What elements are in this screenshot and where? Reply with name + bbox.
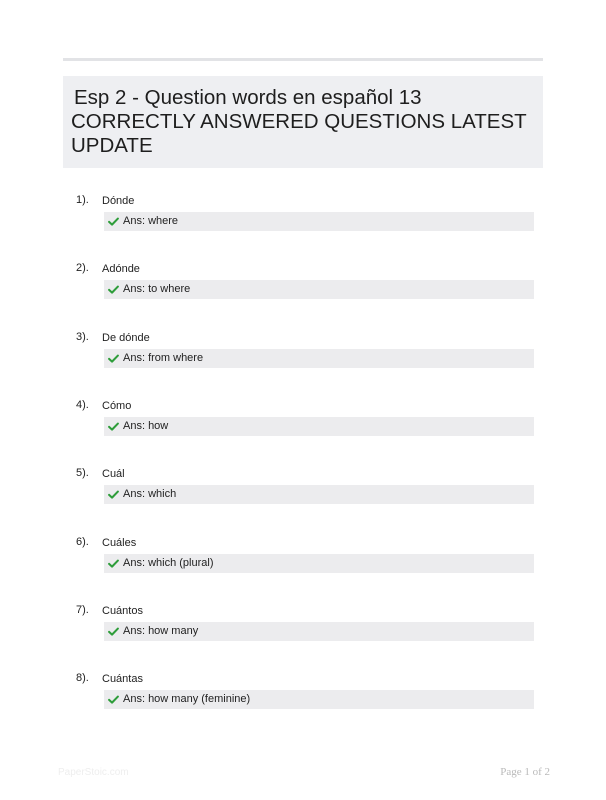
question-text: Cuántos: [102, 605, 143, 617]
page-number: Page 1 of 2: [500, 766, 550, 778]
check-icon: [108, 421, 119, 432]
check-icon: [108, 216, 119, 227]
check-icon: [108, 694, 119, 705]
check-icon: [108, 353, 119, 364]
question-number: 4).: [76, 399, 89, 411]
question-item: [0, 261, 606, 321]
top-divider: [63, 58, 543, 61]
question-number: 2).: [76, 262, 89, 274]
check-icon: [108, 284, 119, 295]
answer-text: Ans: from where: [123, 352, 204, 364]
answer-text: Ans: to where: [123, 283, 191, 295]
answer-text: Ans: which: [123, 488, 177, 500]
question-number: 3).: [76, 331, 89, 343]
question-item: [0, 466, 606, 526]
watermark-text: PaperStoic.com: [58, 767, 129, 778]
document-title: Esp 2 - Question words en español 13: [74, 86, 422, 109]
answer-box: [104, 622, 534, 641]
question-item: [0, 398, 606, 458]
question-text: Adónde: [102, 263, 140, 275]
question-number: 6).: [76, 536, 89, 548]
question-number: 5).: [76, 467, 89, 479]
question-text: Dónde: [102, 195, 135, 207]
question-text: Cuáles: [102, 537, 137, 549]
question-item: [0, 193, 606, 253]
document-title-block: [63, 76, 543, 168]
answer-box: [104, 485, 534, 504]
question-item: [0, 603, 606, 663]
answer-text: Ans: how: [123, 420, 169, 432]
answer-box: [104, 349, 534, 368]
answer-box: [104, 417, 534, 436]
check-icon: [108, 626, 119, 637]
answer-box: [104, 554, 534, 573]
check-icon: [108, 558, 119, 569]
question-item: [0, 671, 606, 731]
answer-box: [104, 690, 534, 709]
question-number: 7).: [76, 604, 89, 616]
question-item: [0, 535, 606, 595]
check-icon: [108, 489, 119, 500]
answer-text: Ans: where: [123, 215, 179, 227]
answer-box: [104, 280, 534, 299]
answer-text: Ans: how many (feminine): [123, 693, 251, 705]
question-text: De dónde: [102, 332, 150, 344]
answer-text: Ans: how many: [123, 625, 199, 637]
question-number: 8).: [76, 672, 89, 684]
question-text: Cuál: [102, 468, 125, 480]
answer-text: Ans: which (plural): [123, 557, 214, 569]
document-subtitle: CORRECTLY ANSWERED QUESTIONS LATEST UPDATE: [71, 110, 527, 157]
question-text: Cómo: [102, 400, 132, 412]
question-number: 1).: [76, 194, 89, 206]
answer-box: [104, 212, 534, 231]
question-item: [0, 330, 606, 390]
question-text: Cuántas: [102, 673, 143, 685]
